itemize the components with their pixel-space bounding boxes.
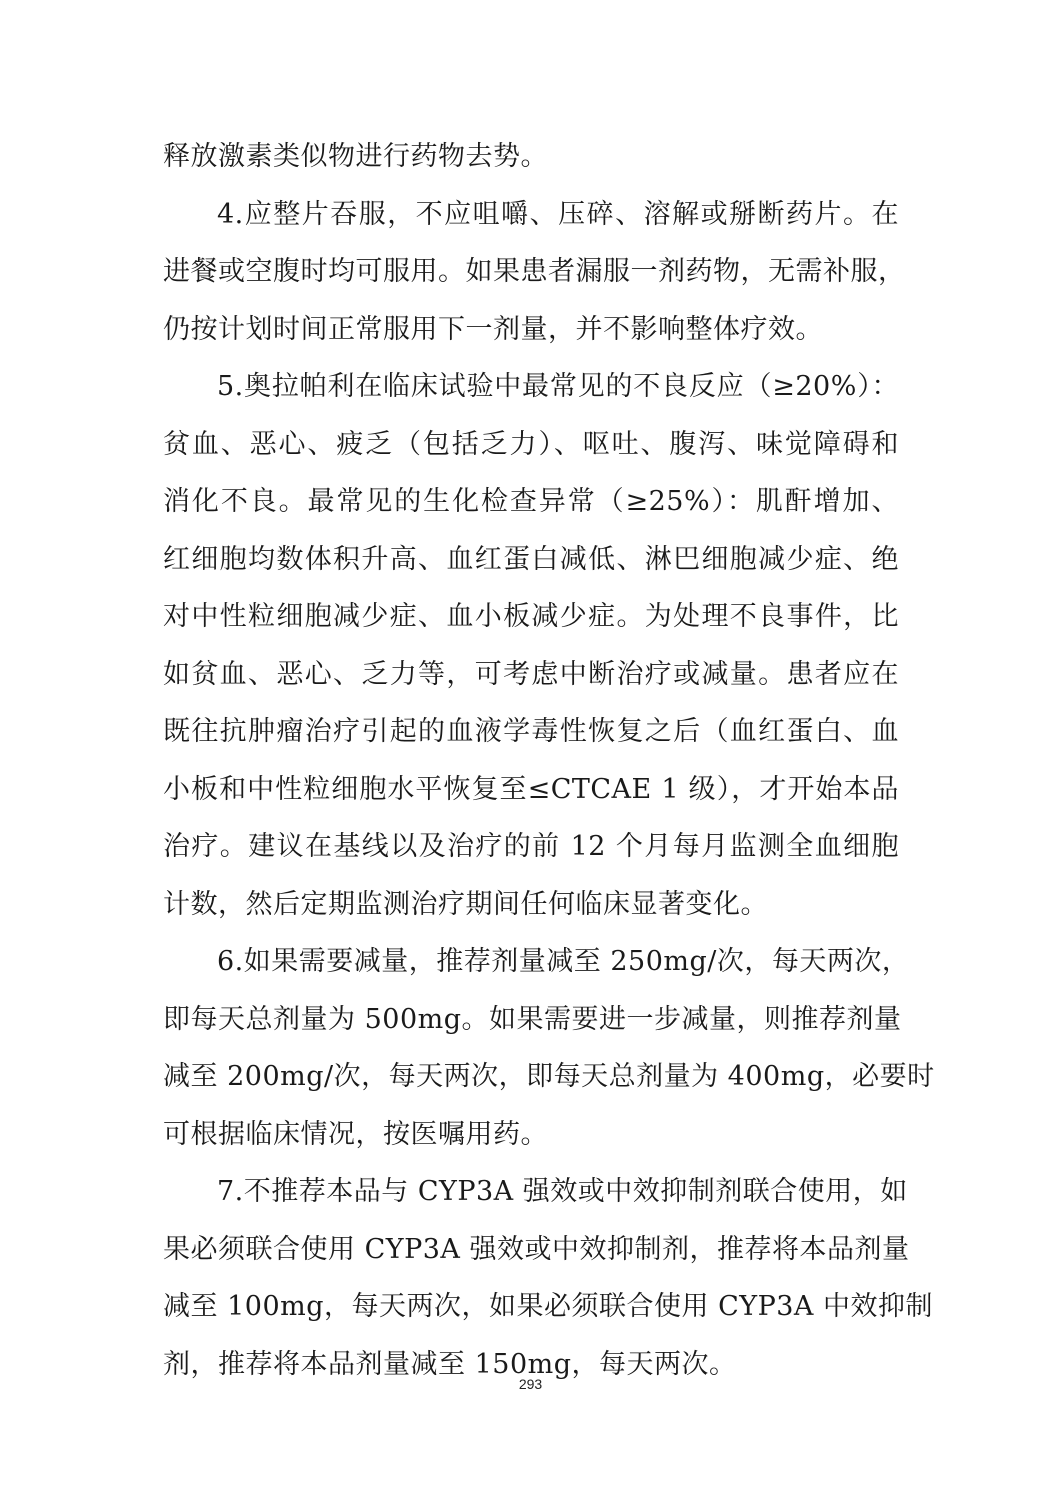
text-line: 减至 100mg，每天两次，如果必须联合使用 CYP3A 中效抑制 [163, 1291, 933, 1322]
text-line: 消化不良。最常见的生化检查异常（≥25%）：肌酐增加、 [163, 486, 899, 517]
text-line: 如贫血、恶心、乏力等，可考虑中断治疗或减量。患者应在 [163, 658, 899, 690]
text-line: 即每天总剂量为 500mg。如果需要进一步减量，则推荐剂量 [163, 1003, 902, 1035]
text-line: 4.应整片吞服，不应咀嚼、压碎、溶解或掰断药片。在 [217, 198, 899, 230]
text-line: 果必须联合使用 CYP3A 强效或中效抑制剂，推荐将本品剂量 [163, 1233, 910, 1265]
text-line: 可根据临床情况，按医嘱用药。 [163, 1118, 548, 1150]
paragraph-item-6 [163, 933, 935, 1163]
paragraph-item-5 [163, 358, 899, 933]
text-line: 既往抗肿瘤治疗引起的血液学毒性恢复之后（血红蛋白、血 [163, 716, 899, 747]
paragraph-item-7 [163, 1163, 933, 1393]
text-line: 小板和中性粒细胞水平恢复至≤CTCAE 1 级），才开始本品 [163, 773, 899, 805]
text-line: 对中性粒细胞减少症、血小板减少症。为处理不良事件，比 [163, 601, 899, 632]
text-line: 剂，推荐将本品剂量减至 150mg，每天两次。 [163, 1348, 737, 1380]
text-line: 7.不推荐本品与 CYP3A 强效或中效抑制剂联合使用，如 [217, 1176, 908, 1207]
page-number: 293 [518, 1376, 543, 1392]
text-line: 5.奥拉帕利在临床试验中最常见的不良反应（≥20%）： [217, 371, 899, 402]
text-line: 释放激素类似物进行药物去势。 [163, 141, 548, 172]
text-line: 治疗。建议在基线以及治疗的前 12 个月每月监测全血细胞 [163, 831, 899, 862]
text-line: 红细胞均数体积升高、血红蛋白减低、淋巴细胞减少症、绝 [163, 543, 899, 575]
text-line: 进餐或空腹时均可服用。如果患者漏服一剂药物，无需补服， [163, 256, 906, 287]
paragraph-item-4 [163, 186, 906, 359]
text-line: 贫血、恶心、疲乏（包括乏力）、呕吐、腹泻、味觉障碍和 [163, 428, 899, 460]
paragraph-continued [163, 128, 899, 186]
text-line: 仍按计划时间正常服用下一剂量，并不影响整体疗效。 [163, 313, 823, 345]
text-line: 计数，然后定期监测治疗期间任何临床显著变化。 [163, 888, 768, 920]
document-body [163, 128, 935, 1393]
text-line: 6.如果需要减量，推荐剂量减至 250mg/次，每天两次， [217, 946, 910, 977]
text-line: 减至 200mg/次，每天两次，即每天总剂量为 400mg，必要时 [163, 1061, 935, 1092]
